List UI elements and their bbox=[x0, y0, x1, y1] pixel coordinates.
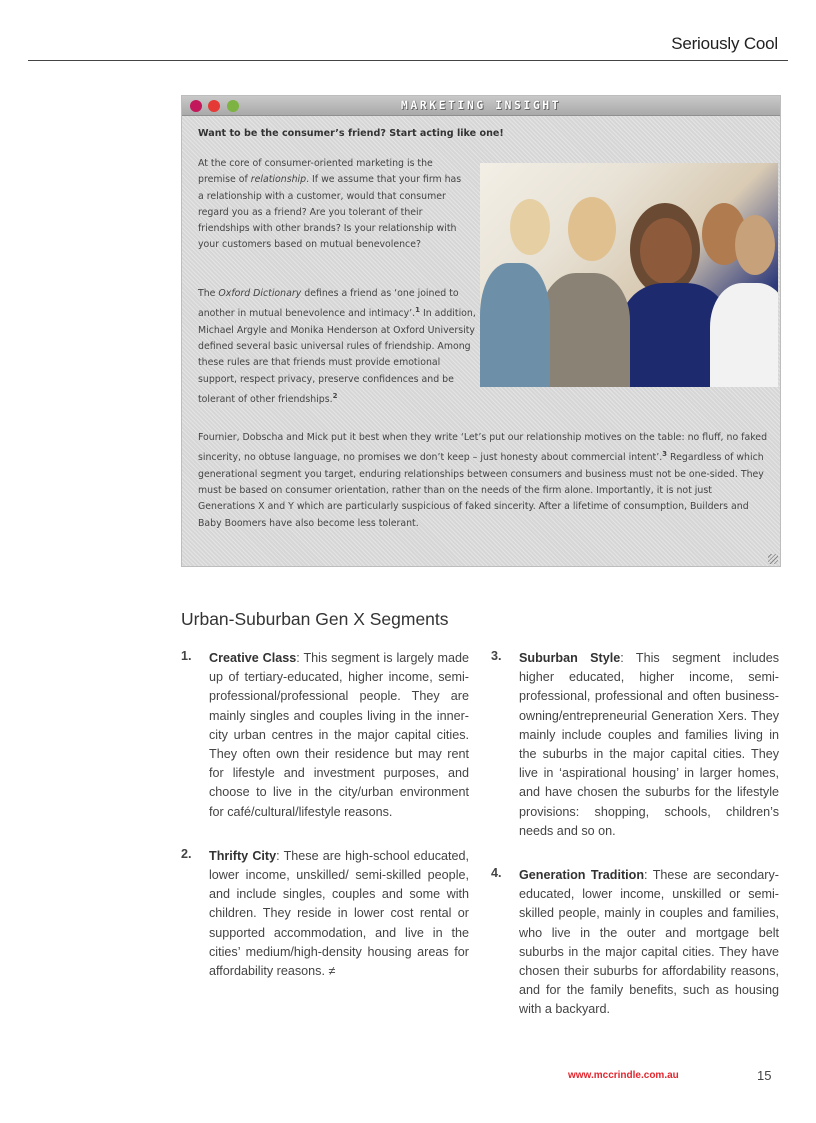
page-number: 15 bbox=[757, 1068, 772, 1083]
call-centre-photo bbox=[480, 163, 778, 387]
list-item bbox=[181, 649, 469, 822]
footer-website-link[interactable]: www.mccrindle.com.au bbox=[568, 1070, 679, 1081]
item-text: Generation Tradition: These are secondary-educated, lower income, unskilled or semi-skilled people, mainly in couples and families, who live in the outer and mortgage belt suburbs in the major capital cities. They have chosen their suburbs for affordability reasons, and for the family benefits, such as housing with a backyard. bbox=[519, 868, 779, 1017]
window-title-bar bbox=[182, 96, 780, 116]
item-text: Creative Class: This segment is largely made up of tertiary-educated, higher income, semi-professional/professional people. They are mainly singles and couples living in the inner-city urban centres in the major capital cities. They often own their residence but may rent for lifestyle and investment purposes, and choose to live in the city/urban environment for café/cultural/lifestyle reasons. bbox=[209, 651, 469, 819]
section-title: Urban-Suburban Gen X Segments bbox=[181, 609, 449, 629]
item-number: 2. bbox=[181, 846, 192, 861]
insight-paragraph-2: The Oxford Dictionary defines a friend as ‘one joined to another in mutual benevolence and intimacy’.$^1$ In addition, Michael Argyle and Monika Henderson at Oxford University defined several basic universal rules of friendship. Among these rules are that friends must provide emotional support, respect privacy, preserve confidences and be tolerant of other friendships.$^2$ bbox=[198, 288, 476, 406]
list-item bbox=[491, 866, 779, 1020]
insight-title: MARKETING INSIGHT bbox=[400, 98, 562, 112]
segments-column-right bbox=[491, 649, 779, 1045]
running-header: Seriously Cool bbox=[671, 34, 778, 53]
resize-grip-icon bbox=[768, 554, 778, 564]
marketing-insight-box bbox=[181, 95, 781, 567]
list-item bbox=[491, 649, 779, 841]
item-text: Thrifty City: These are high-school educated, lower income, unskilled/ semi-skilled people, and include singles, couples and some with children. They reside in lower cost rental or supported accommodation, and live in the cities’ medium/high-density housing areas for affordability reasons. ≠ bbox=[209, 848, 470, 979]
item-number: 4. bbox=[491, 866, 502, 881]
list-item bbox=[181, 847, 469, 981]
header-rule bbox=[28, 60, 788, 61]
segments-column-left bbox=[181, 649, 469, 1006]
item-number: 3. bbox=[491, 649, 502, 663]
item-text: Suburban Style: This segment includes higher educated, higher income, semi-professional, professional and often business-owning/entrepreneurial Generation Xers. They mainly include couples and families living in the suburbs in the major capital cities. They live in ‘aspirational housing’ in larger homes, and have chosen the suburbs for the lifestyle provisions: shopping, schools, children’s needs and so on. bbox=[519, 651, 779, 838]
item-number: 1. bbox=[181, 649, 192, 663]
insight-lead: Want to be the consumer’s friend? Start acting like one! bbox=[198, 128, 504, 139]
insight-paragraph-3: Fournier, Dobscha and Mick put it best when they write ‘Let’s put our relationship motives on the table: no fluff, no faked sincerity, no obtuse language, no promises we don’t keep – just honesty about commercial intent’.$^3$ Regardless of which generational segment you target, enduring relationships between consumers and business must not be one-sided. They must be based on consumer orientation, rather than on the needs of the firm alone. Importantly, it is not just Generations X and Y which are particularly suspicious of faked sincerity. After a lifetime of consumption, Builders and Baby Boomers have also become less tolerant. bbox=[198, 432, 768, 529]
insight-paragraph-1: At the core of consumer-oriented marketing is the premise of relationship. If we assume that your firm has a relationship with a customer, would that consumer regard you as a friend? Are you tolerant of their friendships with other brands? Is your relationship with your customers based on mutual benevolence? bbox=[198, 158, 462, 251]
